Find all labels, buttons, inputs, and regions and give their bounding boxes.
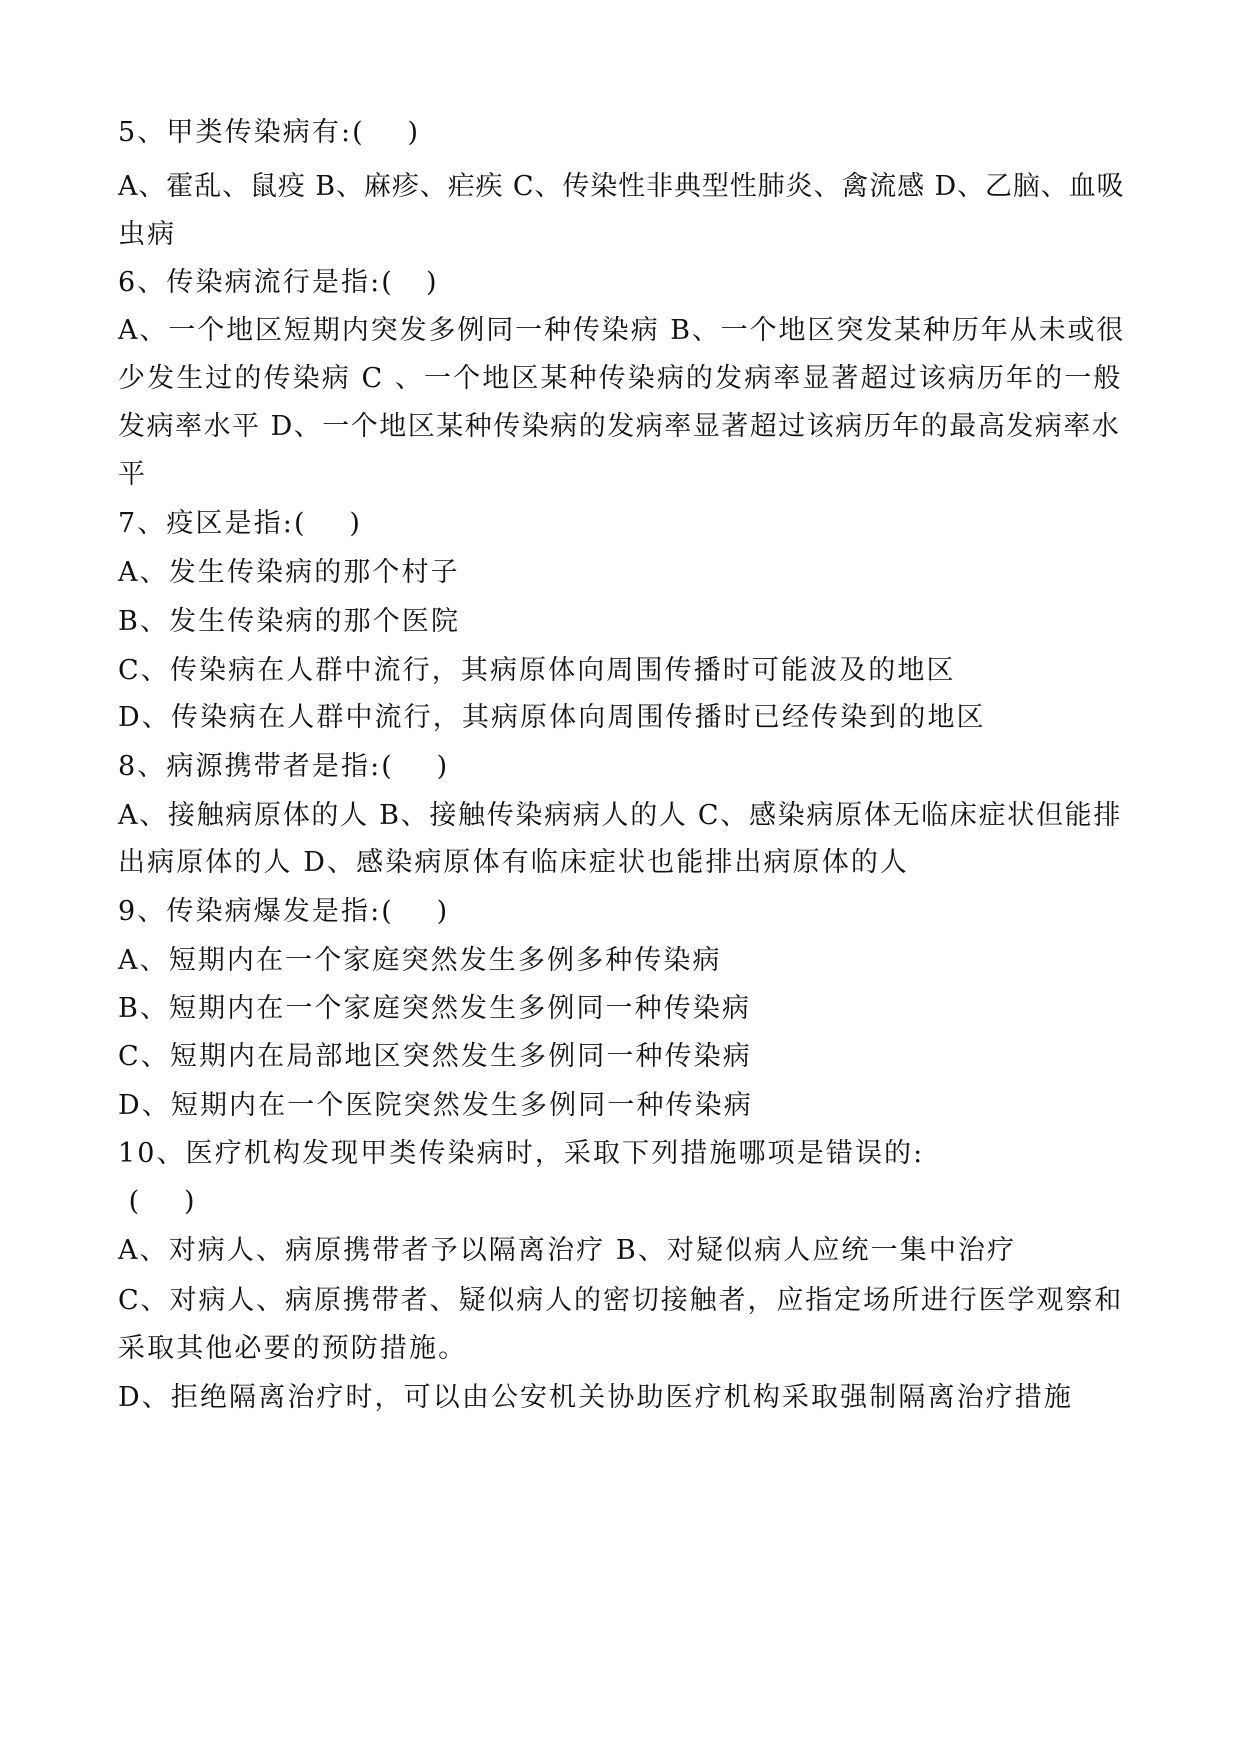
- question-10-option-line: D、拒绝隔离治疗时，可以由公安机关协助医疗机构采取强制隔离治疗措施: [118, 1382, 1073, 1413]
- question-7-option-b: B、发生传染病的那个医院: [118, 606, 461, 637]
- question-9-stem: 9、传染病爆发是指:( ): [118, 896, 450, 927]
- question-6-stem: 6、传染病流行是指:( ): [118, 267, 439, 298]
- question-6-option-line: 平: [118, 459, 148, 490]
- question-10-stem: 10、医疗机构发现甲类传染病时，采取下列措施哪项是错误的:: [118, 1138, 925, 1169]
- question-8-option-line: 出病原体的人 D、感染病原体有临床症状也能排出病原体的人: [118, 847, 910, 878]
- question-10-option-line: 采取其他必要的预防措施。: [118, 1333, 468, 1364]
- question-5-option-line: 虫病: [118, 219, 177, 250]
- question-9-option-b: B、短期内在一个家庭突然发生多例同一种传染病: [118, 993, 752, 1024]
- question-9-option-d: D、短期内在一个医院突然发生多例同一种传染病: [118, 1090, 753, 1121]
- question-8-stem: 8、病源携带者是指:( ): [118, 751, 450, 782]
- question-5-option-line: A、霍乱、鼠疫 B、麻疹、疟疾 C、传染性非典型性肺炎、禽流感 D、乙脑、血吸: [118, 171, 1125, 202]
- question-10-option-line: C、对病人、病原携带者、疑似病人的密切接触者，应指定场所进行医学观察和: [118, 1285, 1124, 1316]
- question-7-option-c: C、传染病在人群中流行，其病原体向周围传播时可能波及的地区: [118, 655, 956, 686]
- question-7-stem: 7、疫区是指:( ): [118, 508, 362, 539]
- question-9-option-a: A、短期内在一个家庭突然发生多例多种传染病: [118, 945, 722, 976]
- question-10-answer-blank: ( ): [118, 1186, 197, 1217]
- question-6-option-line: A、一个地区短期内突发多例同一种传染病 B、一个地区突发某种历年从未或很: [118, 315, 1126, 346]
- question-5-stem: 5、甲类传染病有:( ): [118, 117, 421, 148]
- question-6-option-line: 发病率水平 D、一个地区某种传染病的发病率显著超过该病历年的最高发病率水: [118, 411, 1121, 442]
- question-8-option-line: A、接触病原体的人 B、接触传染病病人的人 C、感染病原体无临床症状但能排: [118, 800, 1123, 831]
- question-7-option-d: D、传染病在人群中流行，其病原体向周围传播时已经传染到的地区: [118, 702, 986, 733]
- question-7-option-a: A、发生传染病的那个村子: [118, 557, 460, 588]
- question-9-option-c: C、短期内在局部地区突然发生多例同一种传染病: [118, 1041, 752, 1072]
- question-6-option-line: 少发生过的传染病 C 、一个地区某种传染病的发病率显著超过该病历年的一般: [118, 363, 1123, 394]
- question-10-option-line: A、对病人、病原携带者予以隔离治疗 B、对疑似病人应统一集中治疗: [118, 1235, 1017, 1266]
